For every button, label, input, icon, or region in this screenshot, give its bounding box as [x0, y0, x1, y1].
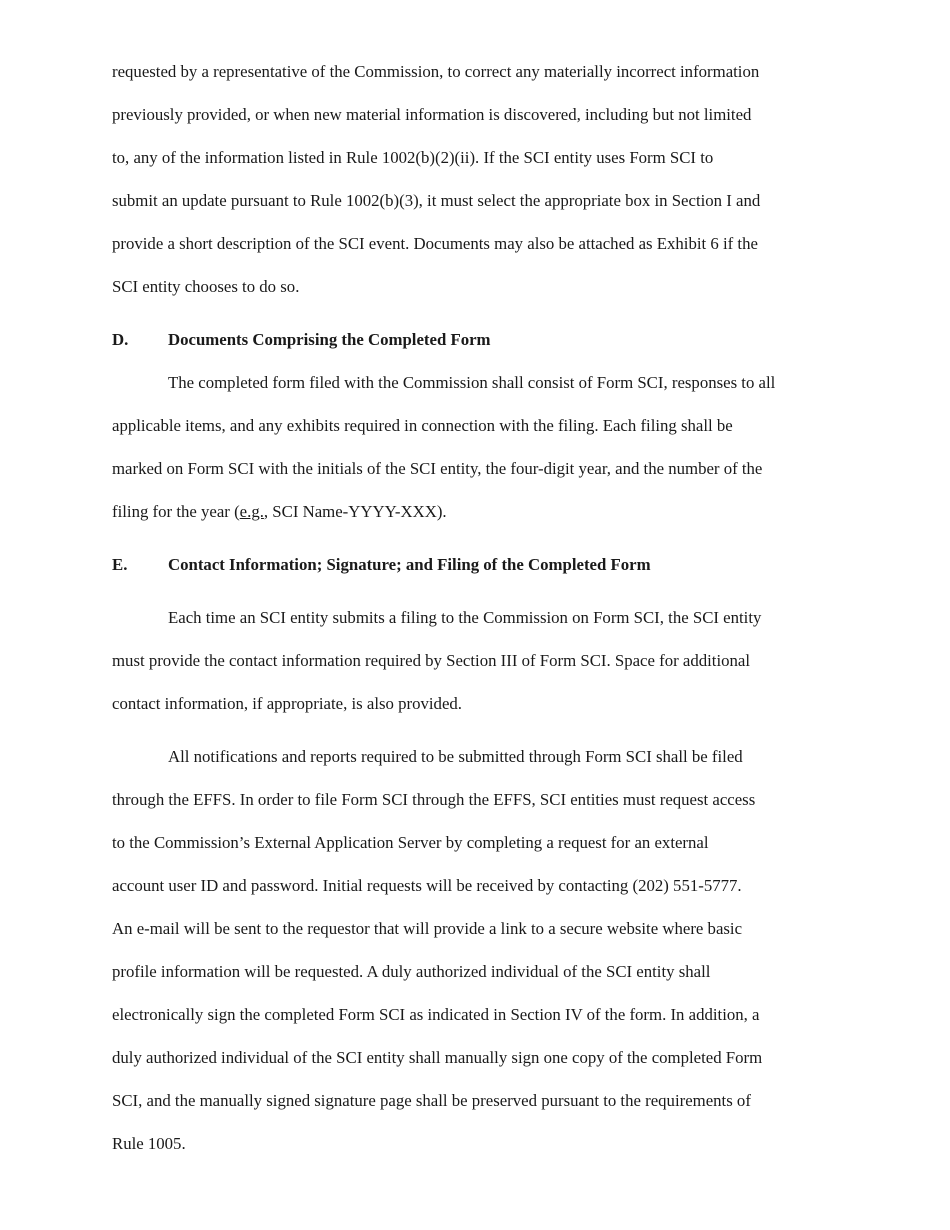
text-line: to, any of the information listed in Rule 1002(b)(2)(ii). If the SCI entity uses Form SCI to — [112, 148, 714, 167]
section-e-title: Contact Information; Signature; and Filing of the Completed Form — [168, 555, 651, 574]
section-e-letter: E. — [112, 555, 128, 574]
text-line: to the Commission’s External Application Server by completing a request for an external — [112, 833, 709, 852]
text-line: SCI, and the manually signed signature page shall be preserved pursuant to the requirements of — [112, 1091, 751, 1110]
text-line: duly authorized individual of the SCI entity shall manually sign one copy of the completed Form — [112, 1048, 763, 1067]
spacer — [112, 586, 842, 596]
text-line: contact information, if appropriate, is also provided. — [112, 694, 462, 713]
document-page — [112, 50, 842, 1165]
text-line: marked on Form SCI with the initials of the SCI entity, the four-digit year, and the number of the — [112, 459, 763, 478]
text-line: through the EFFS. In order to file Form SCI through the EFFS, SCI entities must request access — [112, 790, 756, 809]
text-line: An e-mail will be sent to the requestor that will provide a link to a secure website where basic — [112, 919, 743, 938]
text-line: must provide the contact information required by Section III of Form SCI. Space for additional — [112, 651, 750, 670]
text-fragment: filing for the year ( — [112, 502, 240, 521]
section-e-paragraph-1 — [112, 596, 842, 725]
section-e-paragraph-2 — [112, 735, 842, 1165]
text-line: electronically sign the completed Form SCI as indicated in Section IV of the form. In addition, a — [112, 1005, 760, 1024]
text-fragment: , SCI Name-YYYY-XXX). — [263, 502, 447, 521]
text-line: account user ID and password. Initial requests will be received by contacting (202) 551-5777. — [112, 876, 742, 895]
text-line: The completed form filed with the Commission shall consist of Form SCI, responses to all — [168, 373, 776, 392]
text-line: Each time an SCI entity submits a filing to the Commission on Form SCI, the SCI entity — [168, 608, 762, 627]
text-line: All notifications and reports required to be submitted through Form SCI shall be filed — [168, 747, 743, 766]
section-e-heading — [112, 543, 842, 586]
text-line: SCI entity chooses to do so. — [112, 277, 300, 296]
text-line: profile information will be requested. A duly authorized individual of the SCI entity shall — [112, 962, 711, 981]
section-d-paragraph — [112, 361, 842, 533]
spacer — [112, 308, 842, 318]
section-d-title: Documents Comprising the Completed Form — [168, 330, 491, 349]
intro-paragraph — [112, 50, 842, 308]
eg-abbreviation: e.g. — [239, 502, 264, 521]
text-line: submit an update pursuant to Rule 1002(b)(3), it must select the appropriate box in Section I and — [112, 191, 761, 210]
section-d-heading — [112, 318, 842, 361]
spacer — [112, 533, 842, 543]
text-line: applicable items, and any exhibits required in connection with the filing. Each filing shall be — [112, 416, 733, 435]
text-line: requested by a representative of the Commission, to correct any materially incorrect information — [112, 62, 760, 81]
spacer — [112, 725, 842, 735]
text-line — [112, 490, 842, 533]
section-d-letter: D. — [112, 330, 129, 349]
text-line: provide a short description of the SCI event. Documents may also be attached as Exhibit 6 if the — [112, 234, 758, 253]
text-line: Rule 1005. — [112, 1134, 186, 1153]
text-line: previously provided, or when new material information is discovered, including but not limited — [112, 105, 752, 124]
